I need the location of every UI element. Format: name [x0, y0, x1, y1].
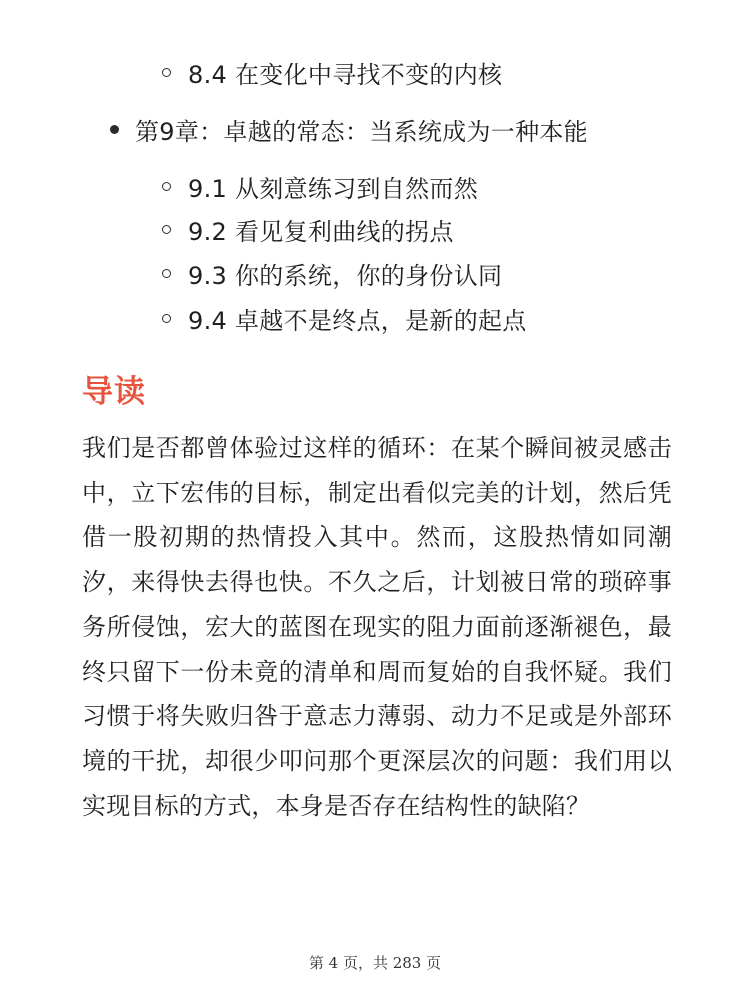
hollow-bullet-icon: [162, 314, 171, 323]
filled-bullet-icon: [110, 125, 119, 134]
toc-chapter-label: 第9章：卓越的常态：当系统成为一种本能: [135, 117, 588, 146]
toc-item-9-4[interactable]: [162, 298, 527, 338]
toc-chapter-9[interactable]: [110, 107, 588, 151]
toc-item-label: 9.3 你的系统，你的身份认同: [188, 261, 503, 290]
section-heading: 导读: [82, 374, 146, 410]
toc-item-label: 9.4 卓越不是终点，是新的起点: [188, 306, 527, 335]
hollow-bullet-icon: [162, 269, 171, 278]
toc-item-label: 9.2 看见复利曲线的拐点: [188, 217, 454, 246]
hollow-bullet-icon: [162, 225, 171, 234]
toc-item-label: 8.4 在变化中寻找不变的内核: [188, 60, 503, 89]
hollow-bullet-icon: [162, 182, 171, 191]
page-footer: 第 4 页，共 283 页: [308, 954, 442, 972]
toc-item-label: 9.1 从刻意练习到自然而然: [188, 174, 478, 203]
hollow-bullet-icon: [162, 68, 171, 77]
toc-item-9-3[interactable]: [162, 253, 502, 293]
toc-item-9-2[interactable]: [162, 209, 454, 249]
toc-item-9-1[interactable]: [162, 166, 478, 206]
toc-item-8-4[interactable]: [162, 52, 502, 92]
body-paragraph: 我们是否都曾体验过这样的循环：在某个瞬间被灵感击中，立下宏伟的目标，制定出看似完美的计划，然后凭借一股初期的热情投入其中。然而，这股热情如同潮汐，来得快去得也快。不久之后，计划被日常的琐碎事务所侵蚀，宏大的蓝图在现实的阻力面前逐渐褪色，最终只留下一份未竟的清单和周而复始的自我怀疑。我们习惯于将失败归咎于意志力薄弱、动力不足或是外部环境的干扰，却很少叩问那个更深层次的问题：我们用以实现目标的方式，本身是否存在结构性的缺陷？: [82, 434, 672, 820]
